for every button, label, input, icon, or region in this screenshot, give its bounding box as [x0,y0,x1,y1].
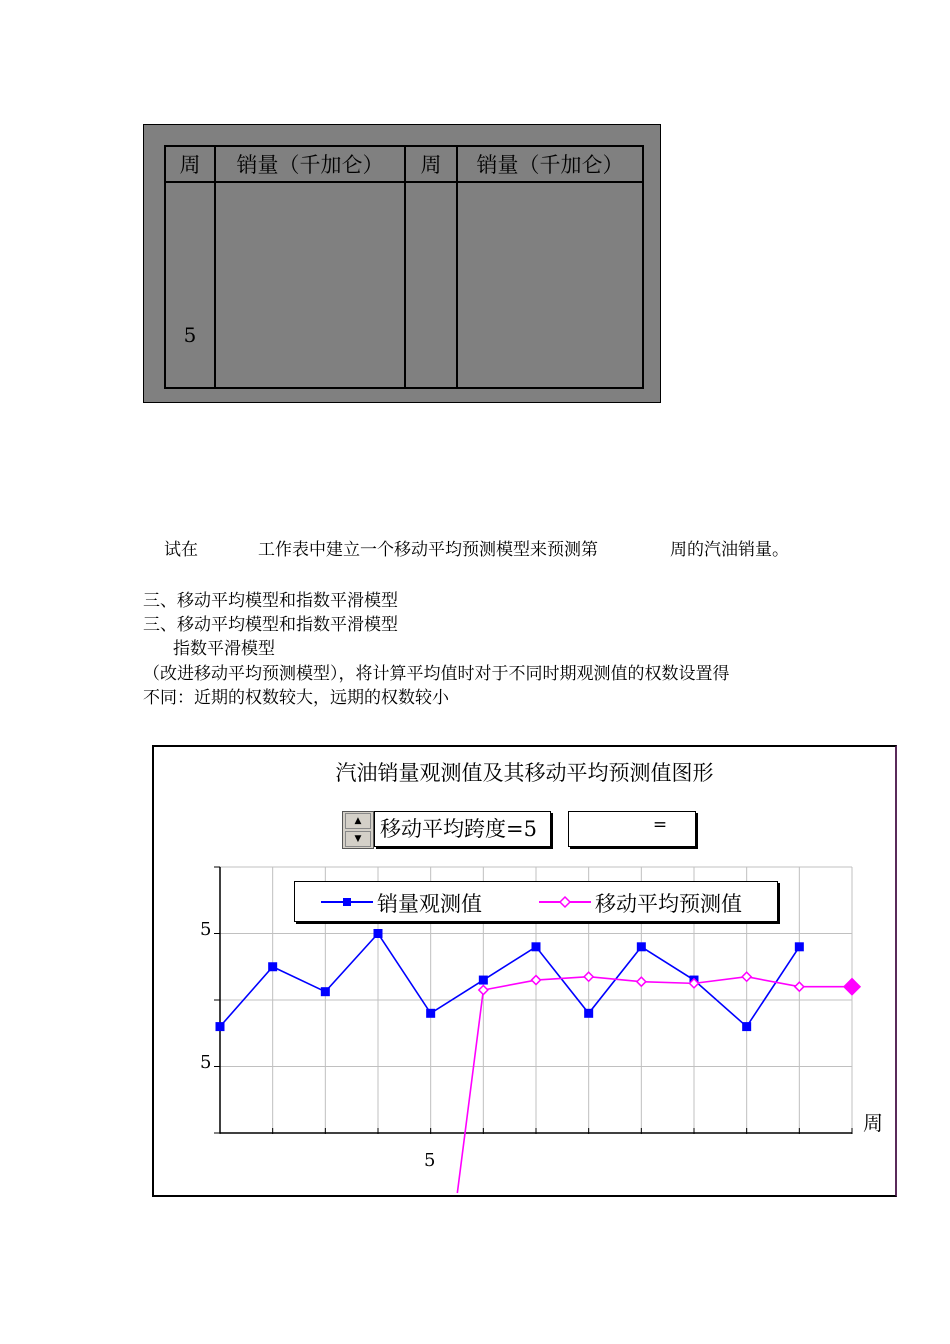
legend-observed-label: 销量观测值 [377,892,482,916]
observed-point [479,976,488,985]
header-sales-2: 销量（千加仑） [457,146,643,182]
week-cell-2 [405,182,457,388]
observed-point [216,1022,225,1031]
observed-point [374,929,383,938]
forecast-point [795,982,804,991]
paragraph-line-2: 不同：近期的权数较大，远期的权数较小 [143,688,449,708]
section-heading: 三、移动平均模型和指数平滑模型 [143,591,398,611]
observed-point [321,987,330,996]
table-row [165,182,643,388]
instruction-part-2: 工作表中建立一个移动平均预测模型来预测第 [258,540,598,560]
y-tick-label-upper: 5 [200,919,212,940]
forecast-point [742,972,751,981]
series-observed-line [220,934,799,1027]
header-week: 周 [165,146,215,182]
sales-cell-2 [457,182,643,388]
subheading: 指数平滑模型 [173,639,275,659]
spinner-down-icon[interactable]: ▼ [345,831,371,847]
chart-title: 汽油销量观测值及其移动平均预测值图形 [335,761,714,785]
observed-point [742,1022,751,1031]
forecast-point [532,976,541,985]
legend-observed-marker [321,882,373,923]
week-cell: 5 [165,182,215,388]
legend-forecast-marker [539,882,591,923]
y-tick-label-lower: 5 [200,1052,212,1073]
legend-forecast-label: 移动平均预测值 [595,892,742,916]
forecast-point [584,972,593,981]
table-header-row [165,146,643,182]
spinner-up-icon[interactable]: ▲ [345,813,371,829]
sales-table-panel [143,124,661,403]
observed-point [584,1009,593,1018]
header-sales: 销量（千加仑） [215,146,405,182]
series-forecast-line [457,977,852,1193]
observed-point [532,942,541,951]
section-heading-repeat: 三、移动平均模型和指数平滑模型 [143,615,398,635]
x-axis-label: 周 [863,1111,883,1135]
observed-point [426,1009,435,1018]
observed-point [268,962,277,971]
x-tick-label: 5 [424,1150,436,1171]
sales-table [164,145,644,389]
observed-point [637,942,646,951]
chart-legend [294,881,778,922]
instruction-part-1: 试在 [164,540,198,560]
instruction-part-3: 周的汽油销量。 [670,540,789,560]
forecast-point [637,977,646,986]
header-week-2: 周 [405,146,457,182]
forecast-point [479,986,488,995]
moving-average-span-box: 移动平均跨度=5 [374,811,551,847]
observed-point [795,942,804,951]
forecast-next-period-point [844,979,860,995]
sales-cell [215,182,405,388]
line-chart [154,747,895,1195]
paragraph-line-1: （改进移动平均预测模型），将计算平均值时对于不同时期观测值的权数设置得 [143,664,730,684]
chart-frame [152,745,897,1197]
equation-label: = [652,815,668,835]
